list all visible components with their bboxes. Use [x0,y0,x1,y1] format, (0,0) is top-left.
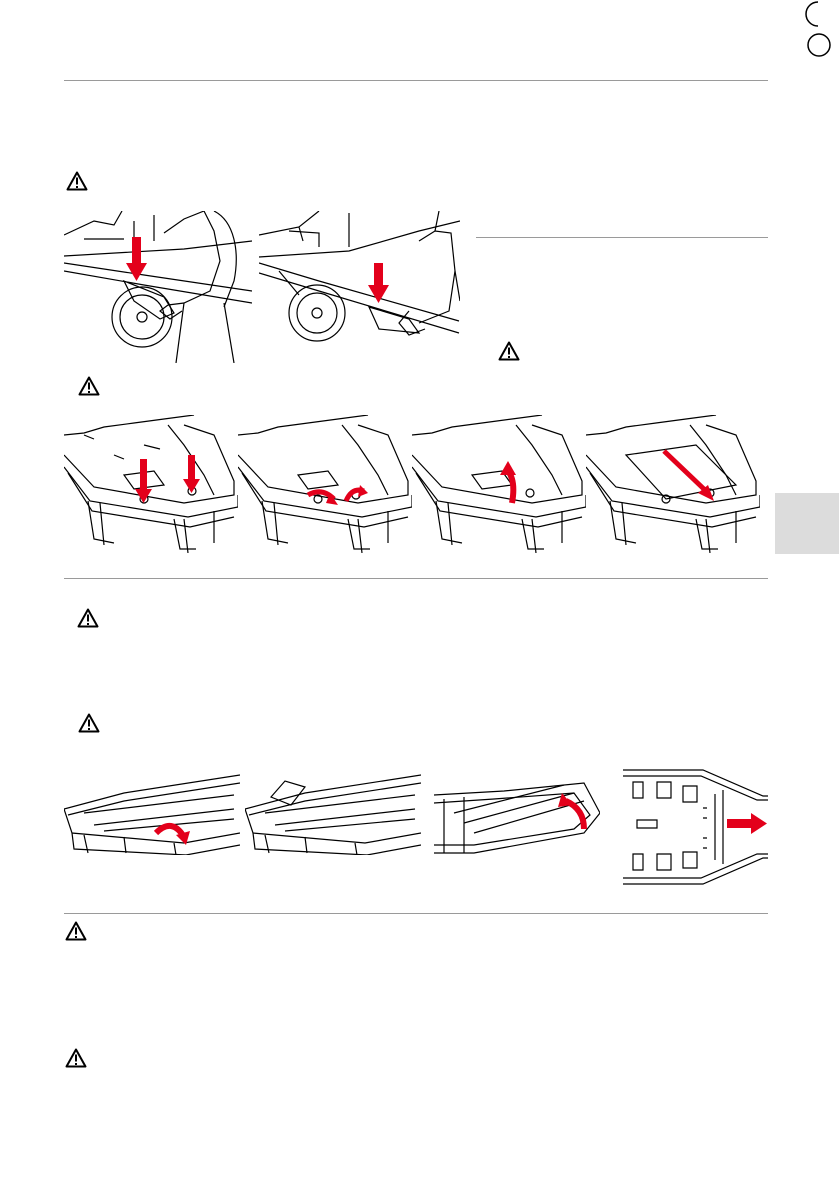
warning-triangle-icon [65,921,87,941]
warning-triangle-icon [77,608,99,628]
figure-press-buttons [64,415,238,553]
figure-slide-panel [586,415,760,553]
figure-rotate-handle [64,773,240,855]
section-divider [64,913,768,914]
figure-right-pole-release [259,211,460,363]
warning-triangle-icon [66,171,88,191]
figure-rotate-latches [238,415,412,553]
warning-triangle-icon [78,713,100,733]
column-divider [476,237,768,238]
top-divider [64,80,768,81]
binder-hole-icon [790,0,839,60]
chapter-tab [775,493,839,554]
figure-pull-plate [623,768,768,886]
warning-triangle-icon [498,341,520,361]
figure-lift-panel [412,415,586,553]
warning-triangle-icon [65,1048,87,1068]
figure-folded-handle [245,773,421,855]
figure-left-pole-release [64,211,252,363]
figure-rotate-rail [434,773,600,855]
section-divider [64,578,768,579]
warning-triangle-icon [78,376,100,396]
